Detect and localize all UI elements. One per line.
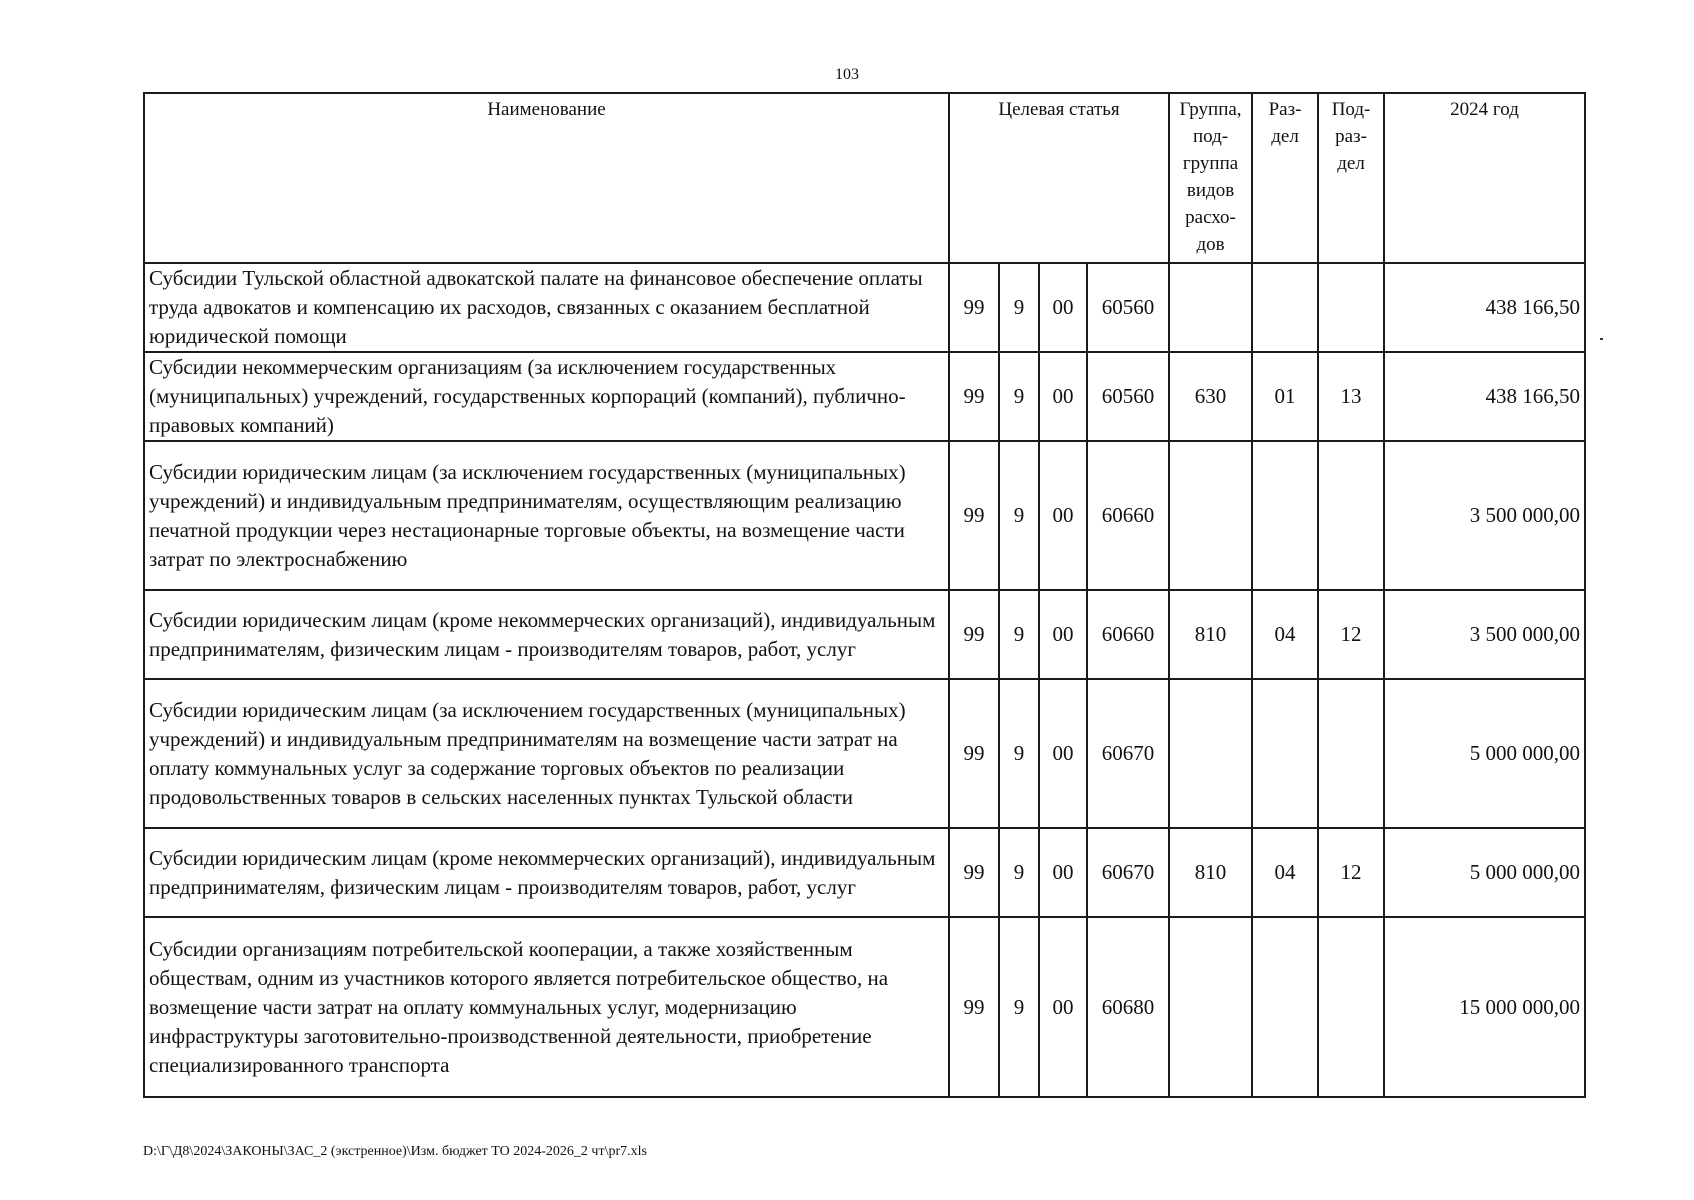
table-row [144,828,1585,917]
target-code-1: 99 [949,441,999,590]
expense-group: 630 [1169,352,1252,441]
target-code-1: 99 [949,917,999,1097]
target-code-1: 99 [949,590,999,679]
subsection [1318,441,1384,590]
header-year: 2024 год [1384,93,1585,263]
section [1252,679,1318,828]
amount-2024: 5 000 000,00 [1384,679,1585,828]
target-code-3: 00 [1039,352,1087,441]
row-name: Субсидии юридическим лицам (кроме некоммерческих организаций), индивидуальным предпринимателям, физическим лицам - производителям товаров, работ, услуг [144,828,949,917]
scan-mark [1600,338,1603,340]
target-code-3: 00 [1039,828,1087,917]
target-code-1: 99 [949,679,999,828]
target-code-1: 99 [949,263,999,352]
row-name: Субсидии некоммерческим организациям (за исключением государственных (муниципальных) учреждений, государственных корпораций (компаний), публично-правовых компаний) [144,352,949,441]
expense-group [1169,441,1252,590]
expense-group: 810 [1169,590,1252,679]
file-path-footer: D:\Г\Д8\2024\ЗАКОНЫ\ЗАС_2 (экстренное)\Изм. бюджет ТО 2024-2026_2 чт\pr7.xls [143,1144,647,1159]
expense-group [1169,679,1252,828]
target-code-2: 9 [999,917,1039,1097]
row-name: Субсидии юридическим лицам (за исключением государственных (муниципальных) учреждений) и индивидуальным предпринимателям на возмещение части затрат на оплату коммунальных услуг за содержание торговых объектов по реализации продовольственных товаров в сельских населенных пунктах Тульской области [144,679,949,828]
target-code-4: 60670 [1087,828,1169,917]
expense-group [1169,917,1252,1097]
header-subsection: Под-раз-дел [1318,93,1384,263]
amount-2024: 3 500 000,00 [1384,441,1585,590]
target-code-2: 9 [999,441,1039,590]
section [1252,917,1318,1097]
table-row [144,679,1585,828]
header-name: Наименование [144,93,949,263]
target-code-4: 60560 [1087,263,1169,352]
table-row [144,352,1585,441]
target-code-4: 60680 [1087,917,1169,1097]
subsection [1318,263,1384,352]
target-code-2: 9 [999,352,1039,441]
section: 04 [1252,828,1318,917]
table-row [144,263,1585,352]
target-code-3: 00 [1039,590,1087,679]
target-code-3: 00 [1039,917,1087,1097]
amount-2024: 438 166,50 [1384,352,1585,441]
target-code-2: 9 [999,590,1039,679]
row-name: Субсидии юридическим лицам (кроме некоммерческих организаций), индивидуальным предпринимателям, физическим лицам - производителям товаров, работ, услуг [144,590,949,679]
subsection: 13 [1318,352,1384,441]
table-row [144,917,1585,1097]
amount-2024: 3 500 000,00 [1384,590,1585,679]
target-code-4: 60670 [1087,679,1169,828]
header-expense-group: Группа, под-группа видов расхо-дов [1169,93,1252,263]
section: 01 [1252,352,1318,441]
target-code-4: 60560 [1087,352,1169,441]
expense-group [1169,263,1252,352]
amount-2024: 15 000 000,00 [1384,917,1585,1097]
target-code-4: 60660 [1087,441,1169,590]
header-section: Раз-дел [1252,93,1318,263]
amount-2024: 5 000 000,00 [1384,828,1585,917]
subsection: 12 [1318,590,1384,679]
row-name: Субсидии Тульской областной адвокатской палате на финансовое обеспечение оплаты труда адвокатов и компенсацию их расходов, связанных с оказанием бесплатной юридической помощи [144,263,949,352]
section: 04 [1252,590,1318,679]
section [1252,441,1318,590]
target-code-3: 00 [1039,441,1087,590]
target-code-2: 9 [999,263,1039,352]
budget-table [143,92,1586,1098]
section [1252,263,1318,352]
subsection [1318,917,1384,1097]
expense-group: 810 [1169,828,1252,917]
table-row [144,590,1585,679]
subsection: 12 [1318,828,1384,917]
target-code-4: 60660 [1087,590,1169,679]
target-code-1: 99 [949,828,999,917]
page-number: 103 [835,66,859,83]
target-code-2: 9 [999,679,1039,828]
header-target-article: Целевая статья [949,93,1169,263]
target-code-3: 00 [1039,263,1087,352]
table-header-row [144,93,1585,263]
amount-2024: 438 166,50 [1384,263,1585,352]
table-row [144,441,1585,590]
target-code-2: 9 [999,828,1039,917]
target-code-3: 00 [1039,679,1087,828]
subsection [1318,679,1384,828]
row-name: Субсидии юридическим лицам (за исключением государственных (муниципальных) учреждений) и индивидуальным предпринимателям, осуществляющим реализацию печатной продукции через нестационарные торговые объекты, на возмещение части затрат по электроснабжению [144,441,949,590]
target-code-1: 99 [949,352,999,441]
row-name: Субсидии организациям потребительской кооперации, а также хозяйственным обществам, одним из участников которого является потребительское общество, на возмещение части затрат на оплату коммунальных услуг, модернизацию инфраструктуры заготовительно-производственной деятельности, приобретение специализированного транспорта [144,917,949,1097]
